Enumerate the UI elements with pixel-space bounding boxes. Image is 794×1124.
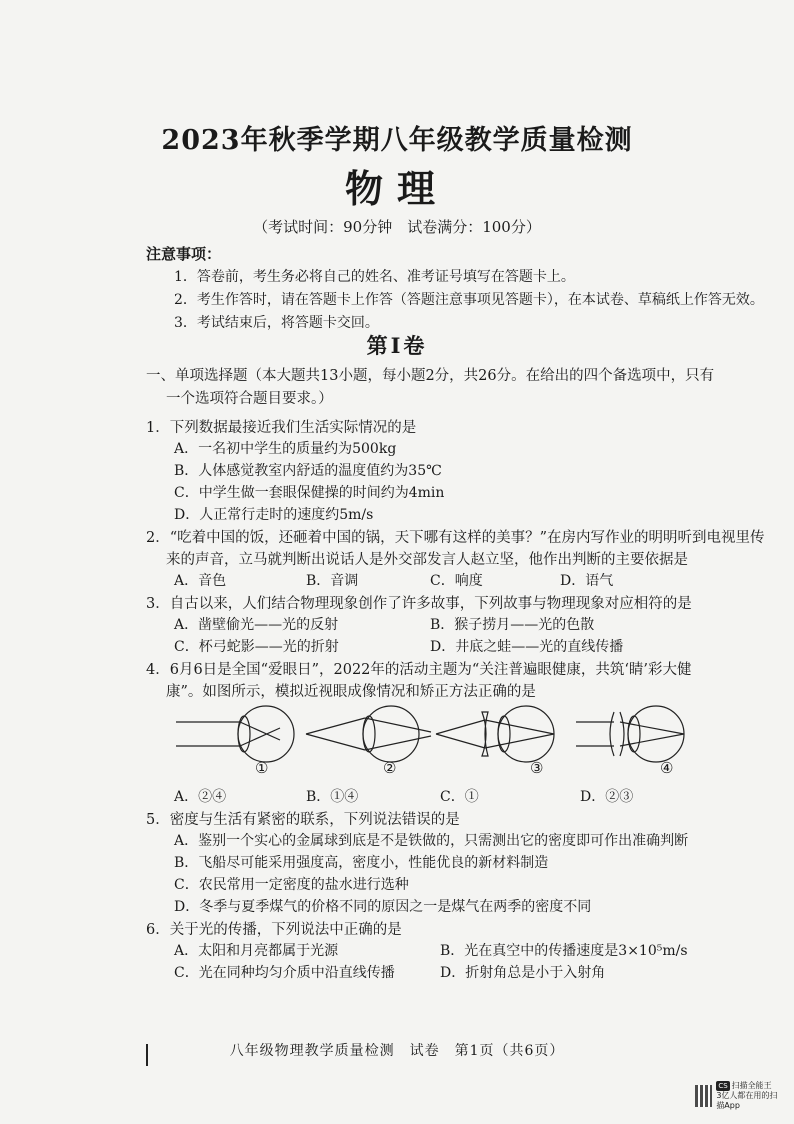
q1-option-a: A．一名初中学生的质量约为500kg [174, 441, 397, 457]
qr-code-icon [695, 1085, 712, 1107]
q3-option-b: B．猴子捞月——光的色散 [430, 617, 595, 633]
diagram-label-1: ① [255, 759, 269, 777]
q2-option-b: B．音调 [306, 573, 359, 589]
eye-diagram-2 [306, 706, 431, 762]
q1-option-c: C．中学生做一套眼保健操的时间约为4min [174, 485, 445, 501]
q5-option-b: B．飞船尽可能采用强度高，密度小，性能优良的新材料制造 [174, 855, 549, 871]
q3-option-a: A．凿壁偷光——光的反射 [174, 617, 339, 633]
question-4-stem: 4．6月6日是全国“爱眼日”，2022年的活动主题为“关注普遍眼健康，共筑‘睛’彩大健 [146, 662, 692, 678]
question-6-stem: 6．关于光的传播，下列说法中正确的是 [146, 922, 402, 938]
q2-option-c: C．响度 [430, 573, 483, 589]
scanner-name: 扫描全能王 [731, 1081, 772, 1090]
scanner-watermark [695, 1082, 783, 1110]
q5-option-d: D．冬季与夏季煤气的价格不同的原因之一是煤气在两季的密度不同 [174, 899, 592, 915]
q1-option-b: B．人体感觉教室内舒适的温度值约为35℃ [174, 463, 442, 479]
q4-option-b: B．①④ [306, 789, 359, 805]
question-3-stem: 3．自古以来，人们结合物理现象创作了许多故事，下列故事与物理现象对应相符的是 [146, 596, 692, 612]
notes-heading: 注意事项： [146, 245, 222, 263]
diagram-label-3: ③ [530, 759, 544, 777]
q6-option-a: A．太阳和月亮都属于光源 [174, 943, 339, 959]
q4-option-c: C．① [440, 789, 479, 805]
diagram-label-4: ④ [660, 759, 674, 777]
note-item: 2．考生作答时，请在答题卡上作答（答题注意事项见答题卡），在本试卷、草稿纸上作答无效。 [174, 292, 764, 308]
eye-diagram-3 [436, 706, 554, 762]
eye-diagram-4 [576, 706, 684, 762]
exam-title: 2023年秋季学期八年级教学质量检测 [161, 125, 633, 156]
eye-diagram-1 [176, 706, 294, 762]
q4-option-a: A．②④ [174, 789, 227, 805]
note-item: 3．考试结束后，将答题卡交回。 [174, 315, 379, 331]
q6-option-c: C．光在同种均匀介质中沿直线传播 [174, 965, 395, 981]
q2-option-a: A．音色 [174, 573, 227, 589]
question-5-stem: 5．密度与生活有紧密的联系，下列说法错误的是 [146, 812, 460, 828]
scan-mark [146, 1044, 148, 1066]
volume-heading: 第Ⅰ卷 [366, 333, 428, 358]
diagram-label-2: ② [383, 759, 397, 777]
question-4-stem-cont: 康”。如图所示，模拟近视眼成像情况和矫正方法正确的是 [166, 684, 536, 700]
q2-option-d: D．语气 [560, 573, 614, 589]
q3-option-c: C．杯弓蛇影——光的折射 [174, 639, 339, 655]
section-heading-cont: 一个选项符合题目要求。） [166, 391, 333, 407]
q6-option-d: D．折射角总是小于入射角 [440, 965, 606, 981]
question-1-stem: 1．下列数据最接近我们生活实际情况的是 [146, 420, 417, 436]
scanner-tagline: 3亿人都在用的扫描App [716, 1091, 778, 1110]
page-footer: 八年级物理教学质量检测 试卷 第1页（共6页） [229, 1043, 565, 1059]
q5-option-a: A．鉴别一个实心的金属球到底是不是铁做的，只需测出它的密度即可作出准确判断 [174, 833, 689, 849]
subject-title: 物理 [344, 166, 449, 211]
question-2-stem: 2．“吃着中国的饭，还砸着中国的锅，天下哪有这样的美事？”在房内写作业的明明听到电视里传 [146, 530, 765, 546]
q3-option-d: D．井底之蛙——光的直线传播 [430, 639, 624, 655]
question-2-stem-cont: 来的声音，立马就判断出说话人是外交部发言人赵立坚，他作出判断的主要依据是 [166, 552, 688, 568]
cs-logo-icon: CS [718, 1082, 728, 1090]
q4-option-d: D．②③ [580, 789, 634, 805]
exam-info: （考试时间：90分钟 试卷满分：100分） [253, 218, 541, 236]
q1-option-d: D．人正常行走时的速度约5m/s [174, 507, 374, 523]
q6-option-b: B．光在真空中的传播速度是3×10⁵m/s [440, 943, 688, 959]
section-heading: 一、单项选择题（本大题共13小题，每小题2分，共26分。在给出的四个备选项中，只有 [146, 368, 715, 384]
note-item: 1．答卷前，考生务必将自己的姓名、准考证号填写在答题卡上。 [174, 269, 575, 285]
q5-option-c: C．农民常用一定密度的盐水进行选种 [174, 877, 409, 893]
